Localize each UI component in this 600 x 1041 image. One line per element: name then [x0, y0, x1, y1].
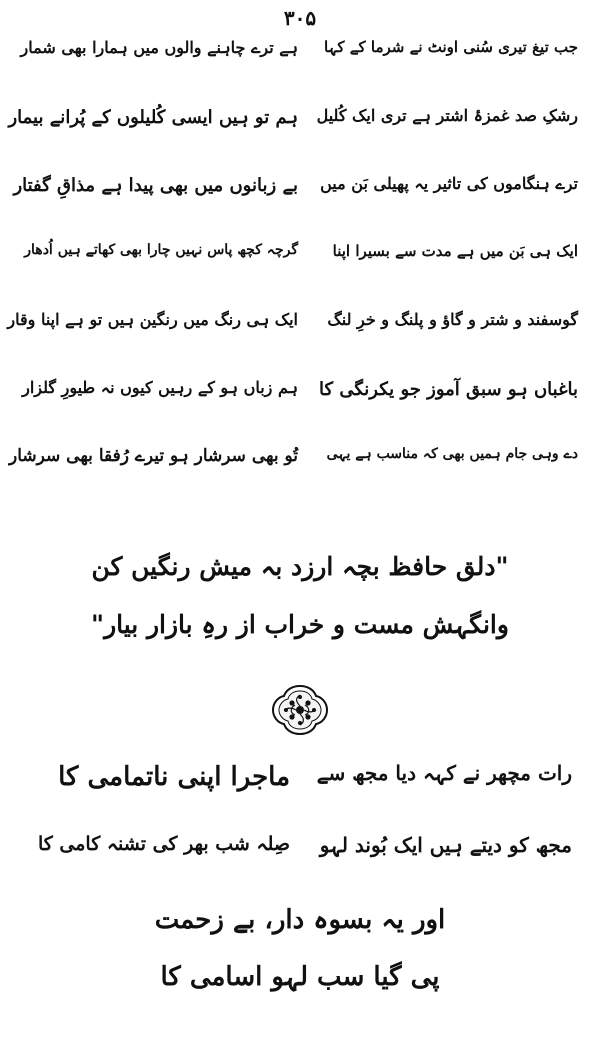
misra-second: ہم زباں ہو کے رہیں کیوں نہ طیورِ گلزار — [22, 378, 298, 397]
misra-second: تُو بھی سرشار ہو تیرے رُفقا بھی سرشار — [9, 446, 298, 466]
couplet — [0, 368, 600, 436]
misra-second: ماجرا اپنی ناتمامی کا — [58, 762, 290, 792]
misra-second: بے زبانوں میں بھی پیدا ہے مذاقِ گفتار — [13, 175, 298, 196]
misra-second: ہم تو ہیں ایسی کُلیلوں کے پُرانے بیمار — [8, 107, 298, 128]
misra-first: رشکِ صد غمزۂ اشتر ہے تری ایک کُلیل — [316, 106, 578, 125]
couplet — [0, 28, 600, 96]
final-line-2: پی گیا سب لہو اسامی کا — [160, 962, 440, 992]
persian-quote-line-2: وانگہش مست و خراب از رہِ بازار بیار" — [91, 610, 509, 639]
couplets-section-2 — [0, 750, 600, 894]
misra-first: دے وہی جام ہمیں بھی کہ مناسب ہے یہی — [326, 446, 578, 462]
misra-first: رات مچھر نے کہہ دیا مجھ سے — [316, 761, 572, 785]
couplet — [0, 822, 600, 894]
couplet — [0, 436, 600, 504]
floral-ornament-icon — [270, 684, 330, 736]
misra-second: ہے ترے چاہنے والوں میں ہمارا بھی شمار — [20, 38, 298, 57]
couplet — [0, 232, 600, 300]
misra-second: صِلہ شب بھر کی تشنہ کامی کا — [37, 833, 290, 855]
misra-second: ایک ہی رنگ میں رنگین ہیں تو ہے اپنا وقار — [7, 310, 298, 329]
misra-first: مجھ کو دیتے ہیں ایک بُوند لہو — [319, 833, 572, 857]
couplet — [0, 300, 600, 368]
persian-quote-line-1: "دلق حافظ بچہ ارزد بہ میش رنگیں کن — [91, 552, 509, 581]
couplets-section-1 — [0, 28, 600, 504]
misra-first: ایک ہی بَن میں ہے مدت سے بسیرا اپنا — [332, 242, 578, 260]
misra-first: باغباں ہو سبق آموز جو یکرنگی کا — [319, 379, 578, 400]
couplet — [0, 96, 600, 164]
final-line-1: اور یہ بسوہ دار، بے زحمت — [154, 905, 446, 935]
page-number: ۳۰۵ — [283, 6, 317, 30]
misra-first: جب تیغ تیری سُنی اونٹ نے شرما کے کہا — [324, 38, 578, 56]
couplet — [0, 750, 600, 822]
misra-first: گوسفند و شتر و گاؤ و پلنگ و خرِ لنگ — [327, 310, 578, 329]
couplet — [0, 164, 600, 232]
misra-second: گرچہ کچھ پاس نہیں چارا بھی کھاتے ہیں اُدھار — [24, 242, 298, 258]
misra-first: ترے ہنگاموں کی تاثیر یہ پھیلی بَن میں — [320, 174, 578, 193]
